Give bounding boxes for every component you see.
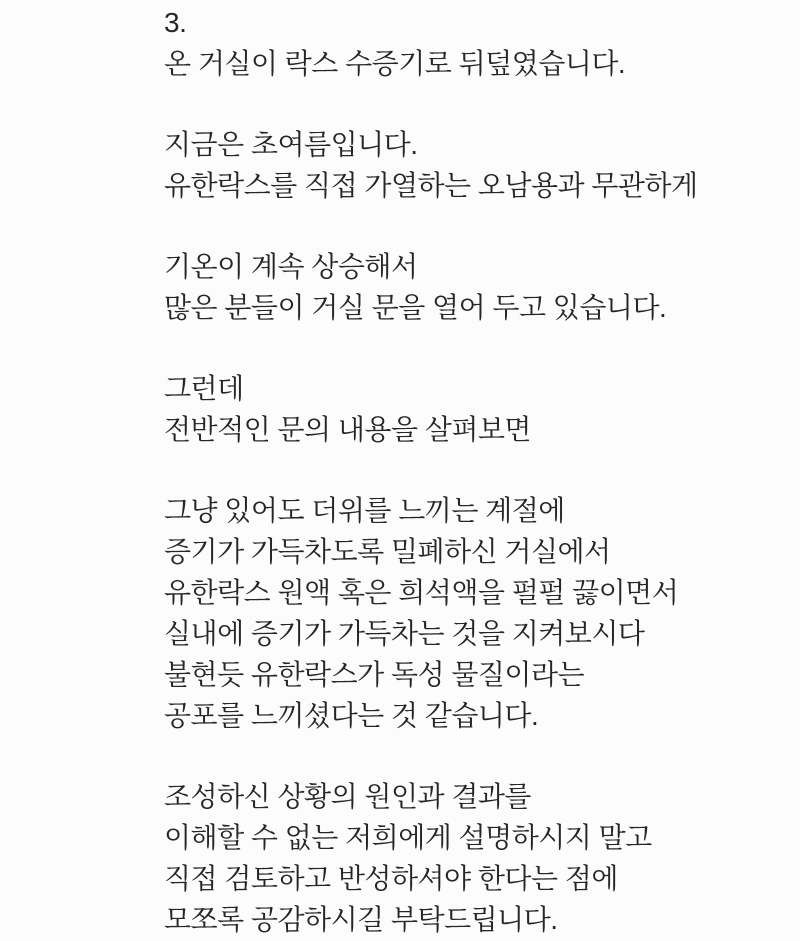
text-line: 온 거실이 락스 수증기로 뒤덮였습니다. xyxy=(164,48,626,79)
text-line: 직접 검토하고 반성하셔야 한다는 점에 xyxy=(164,863,618,894)
text-line: 전반적인 문의 내용을 살펴보면 xyxy=(164,414,531,445)
paragraph-season-intro xyxy=(164,124,760,206)
text-line: 모쪼록 공감하시길 부탁드립니다. xyxy=(164,904,558,935)
text-line: 많은 분들이 거실 문을 열어 두고 있습니다. xyxy=(164,292,667,323)
text-line: 3. xyxy=(164,7,187,38)
paragraph-temperature xyxy=(164,246,760,328)
text-line: 조성하신 상황의 원인과 결과를 xyxy=(164,781,531,812)
text-line: 기온이 계속 상승해서 xyxy=(164,251,418,282)
paragraph-inquiry-overview xyxy=(164,368,760,450)
text-line: 이해할 수 없는 저희에게 설명하시지 말고 xyxy=(164,822,652,853)
text-line: 실내에 증기가 가득차는 것을 지켜보시다 xyxy=(164,618,645,649)
text-line: 증기가 가득차도록 밀폐하신 거실에서 xyxy=(164,536,611,567)
text-line: 공포를 느끼셨다는 것 같습니다. xyxy=(164,700,539,731)
text-line: 불현듯 유한락스가 독성 물질이라는 xyxy=(164,659,585,690)
text-line: 그런데 xyxy=(164,373,244,404)
paragraph-situation-description xyxy=(164,490,760,736)
paragraph-section-number xyxy=(164,2,760,84)
text-line: 지금은 초여름입니다. xyxy=(164,129,418,160)
text-line: 유한락스를 직접 가열하는 오남용과 무관하게 xyxy=(164,170,698,201)
text-line: 그냥 있어도 더위를 느끼는 계절에 xyxy=(164,495,565,526)
text-line: 유한락스 원액 혹은 희석액을 펄펄 끓이면서 xyxy=(164,577,679,608)
paragraph-request xyxy=(164,776,760,940)
